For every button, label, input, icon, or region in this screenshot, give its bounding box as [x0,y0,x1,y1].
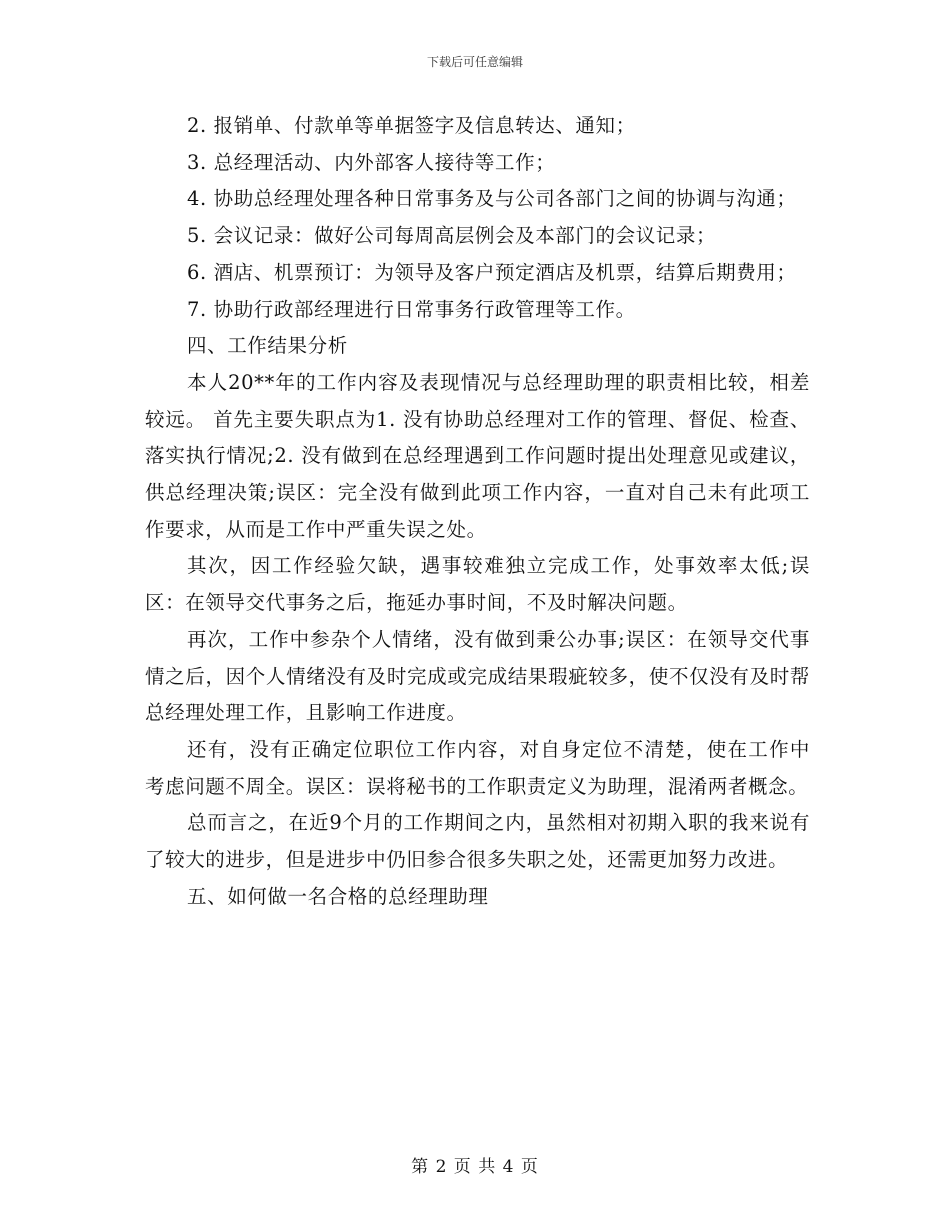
paragraph-third: 再次，工作中参杂个人情绪，没有做到秉公办事;误区：在领导交代事情之后，因个人情绪没有及时完成或完成结果瑕疵较多，使不仅没有及时帮总经理处理工作，且影响工作进度。 [145,627,810,725]
section-heading-5: 五、如何做一名合格的总经理助理 [187,884,489,908]
paragraph-second: 其次，因工作经验欠缺，遇事较难独立完成工作，处事效率太低;误区：在领导交代事务之后，拖延办事时间，不及时解决问题。 [145,554,810,615]
paragraph-fourth: 还有，没有正确定位职位工作内容，对自身定位不清楚，使在工作中考虑问题不周全。误区：误将秘书的工作职责定义为助理，混淆两者概念。 [145,737,810,798]
document-body [145,108,810,915]
paragraph-summary: 总而言之，在近9个月的工作期间之内，虽然相对初期入职的我来说有了较大的进步，但是进步中仍旧参合很多失职之处，还需更加努力改进。 [145,811,810,872]
page-header-note: 下载后可任意编辑 [426,55,523,69]
paragraph-analysis: 本人20**年的工作内容及表现情况与总经理助理的职责相比较，相差较远。 首先主要失职点为1. 没有协助总经理对工作的管理、督促、检查、落实执行情况;2. 没有做到在总经理遇到工作问题时提出处理意见或建议，供总经理决策;误区：完全没有做到此项工作内容，一直对自己未有此项工作要求，从而是工作中严重失误之处。 [145,370,810,541]
list-item-4: 4. 协助总经理处理各种日常事务及与公司各部门之间的协调与沟通； [187,187,797,211]
list-item-5: 5. 会议记录：做好公司每周高层例会及本部门的会议记录； [187,224,717,248]
list-item-7: 7. 协助行政部经理进行日常事务行政管理等工作。 [187,297,636,321]
list-item-3: 3. 总经理活动、内外部客人接待等工作； [187,150,556,174]
list-item-2: 2. 报销单、付款单等单据签字及信息转达、通知； [187,114,636,137]
page-footer: 第 2 页 共 4 页 [411,1157,539,1177]
section-heading-4: 四、工作结果分析 [187,334,348,358]
list-item-6: 6. 酒店、机票预订：为领导及客户预定酒店及机票，结算后期费用； [187,260,797,284]
